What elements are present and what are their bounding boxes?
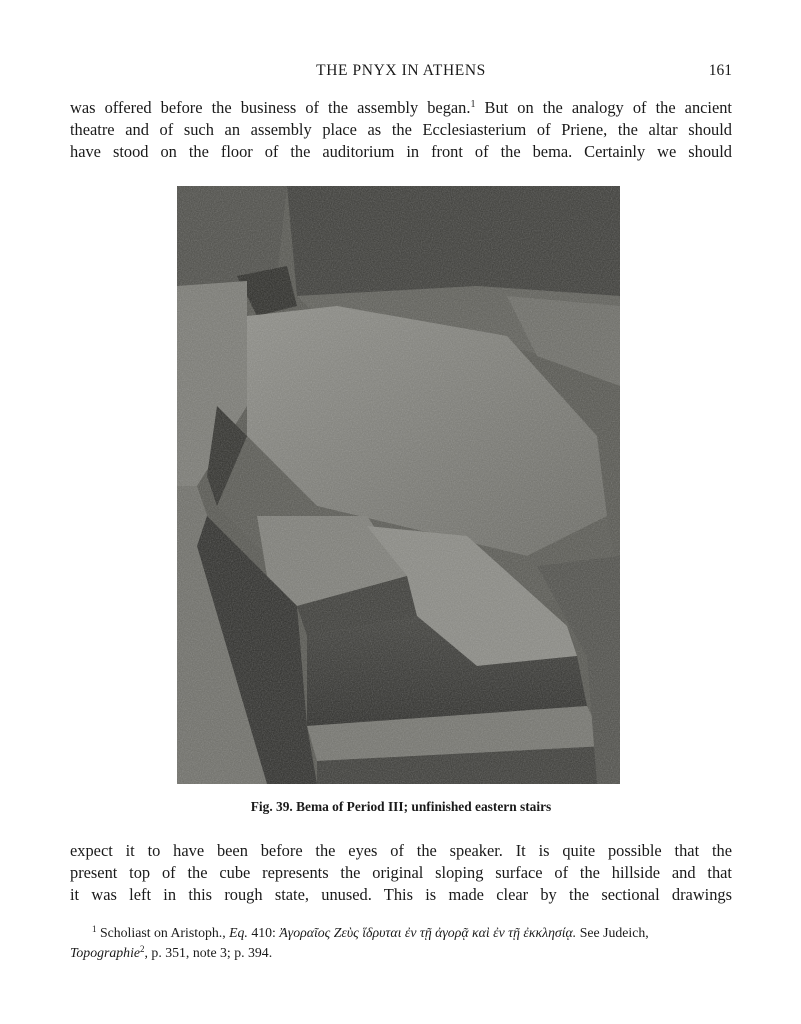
footnote-book-title: Topographie [70,945,141,960]
footnote-edition-sup: 2 [140,944,145,954]
figure-photograph-bema [177,186,620,784]
footnote-source: Scholiast on Aristoph., [96,925,230,940]
text-line [70,97,732,119]
bema-photo-illustration [177,186,620,784]
footnote-line [70,943,732,963]
footnote-work-abbrev: Eq. [229,925,248,940]
footnote-line-ref: 410: [247,925,280,940]
text-line: expect it to have been before the eyes of the speaker. It is quite possible that the [70,841,732,860]
page-number: 161 [708,62,732,79]
footnote [70,923,732,963]
text-line: theatre and of such an assembly place as the Ecclesiasterium of Priene, the altar should [70,120,732,140]
footnote-marker: 1 [92,924,97,934]
running-title: THE PNYX IN ATHENS [316,62,486,79]
body-paragraph-top [70,97,732,164]
footnote-pages: , p. 351, note 3; p. 394. [144,945,273,960]
text-line: it was left in this rough state, unused. This is made clear by the sectional drawings [70,885,732,905]
figure-caption: Fig. 39. Bema of Period III; unfinished eastern stairs [250,799,552,814]
footnote-greek-quote: Ἀγοραῖος Ζεὺς ἵδρυται ἐν τῇ ἀγορᾷ καὶ ἐν τῇ ἐκκλησίᾳ. [279,925,577,940]
footnote-line [70,923,732,943]
text-fragment: But on the analogy of the ancient [475,98,732,117]
body-paragraph-bottom [70,840,732,907]
text-fragment: was offered before the business of the assembly began. [70,98,471,117]
running-header [70,62,732,86]
text-line: present top of the cube represents the original sloping surface of the hillside and that [70,863,732,883]
footnote-reference: 1 [470,99,476,110]
text-line: have stood on the floor of the auditorium in front of the bema. Certainly we should [70,142,732,162]
footnote-see-ref: See Judeich, [576,925,649,940]
